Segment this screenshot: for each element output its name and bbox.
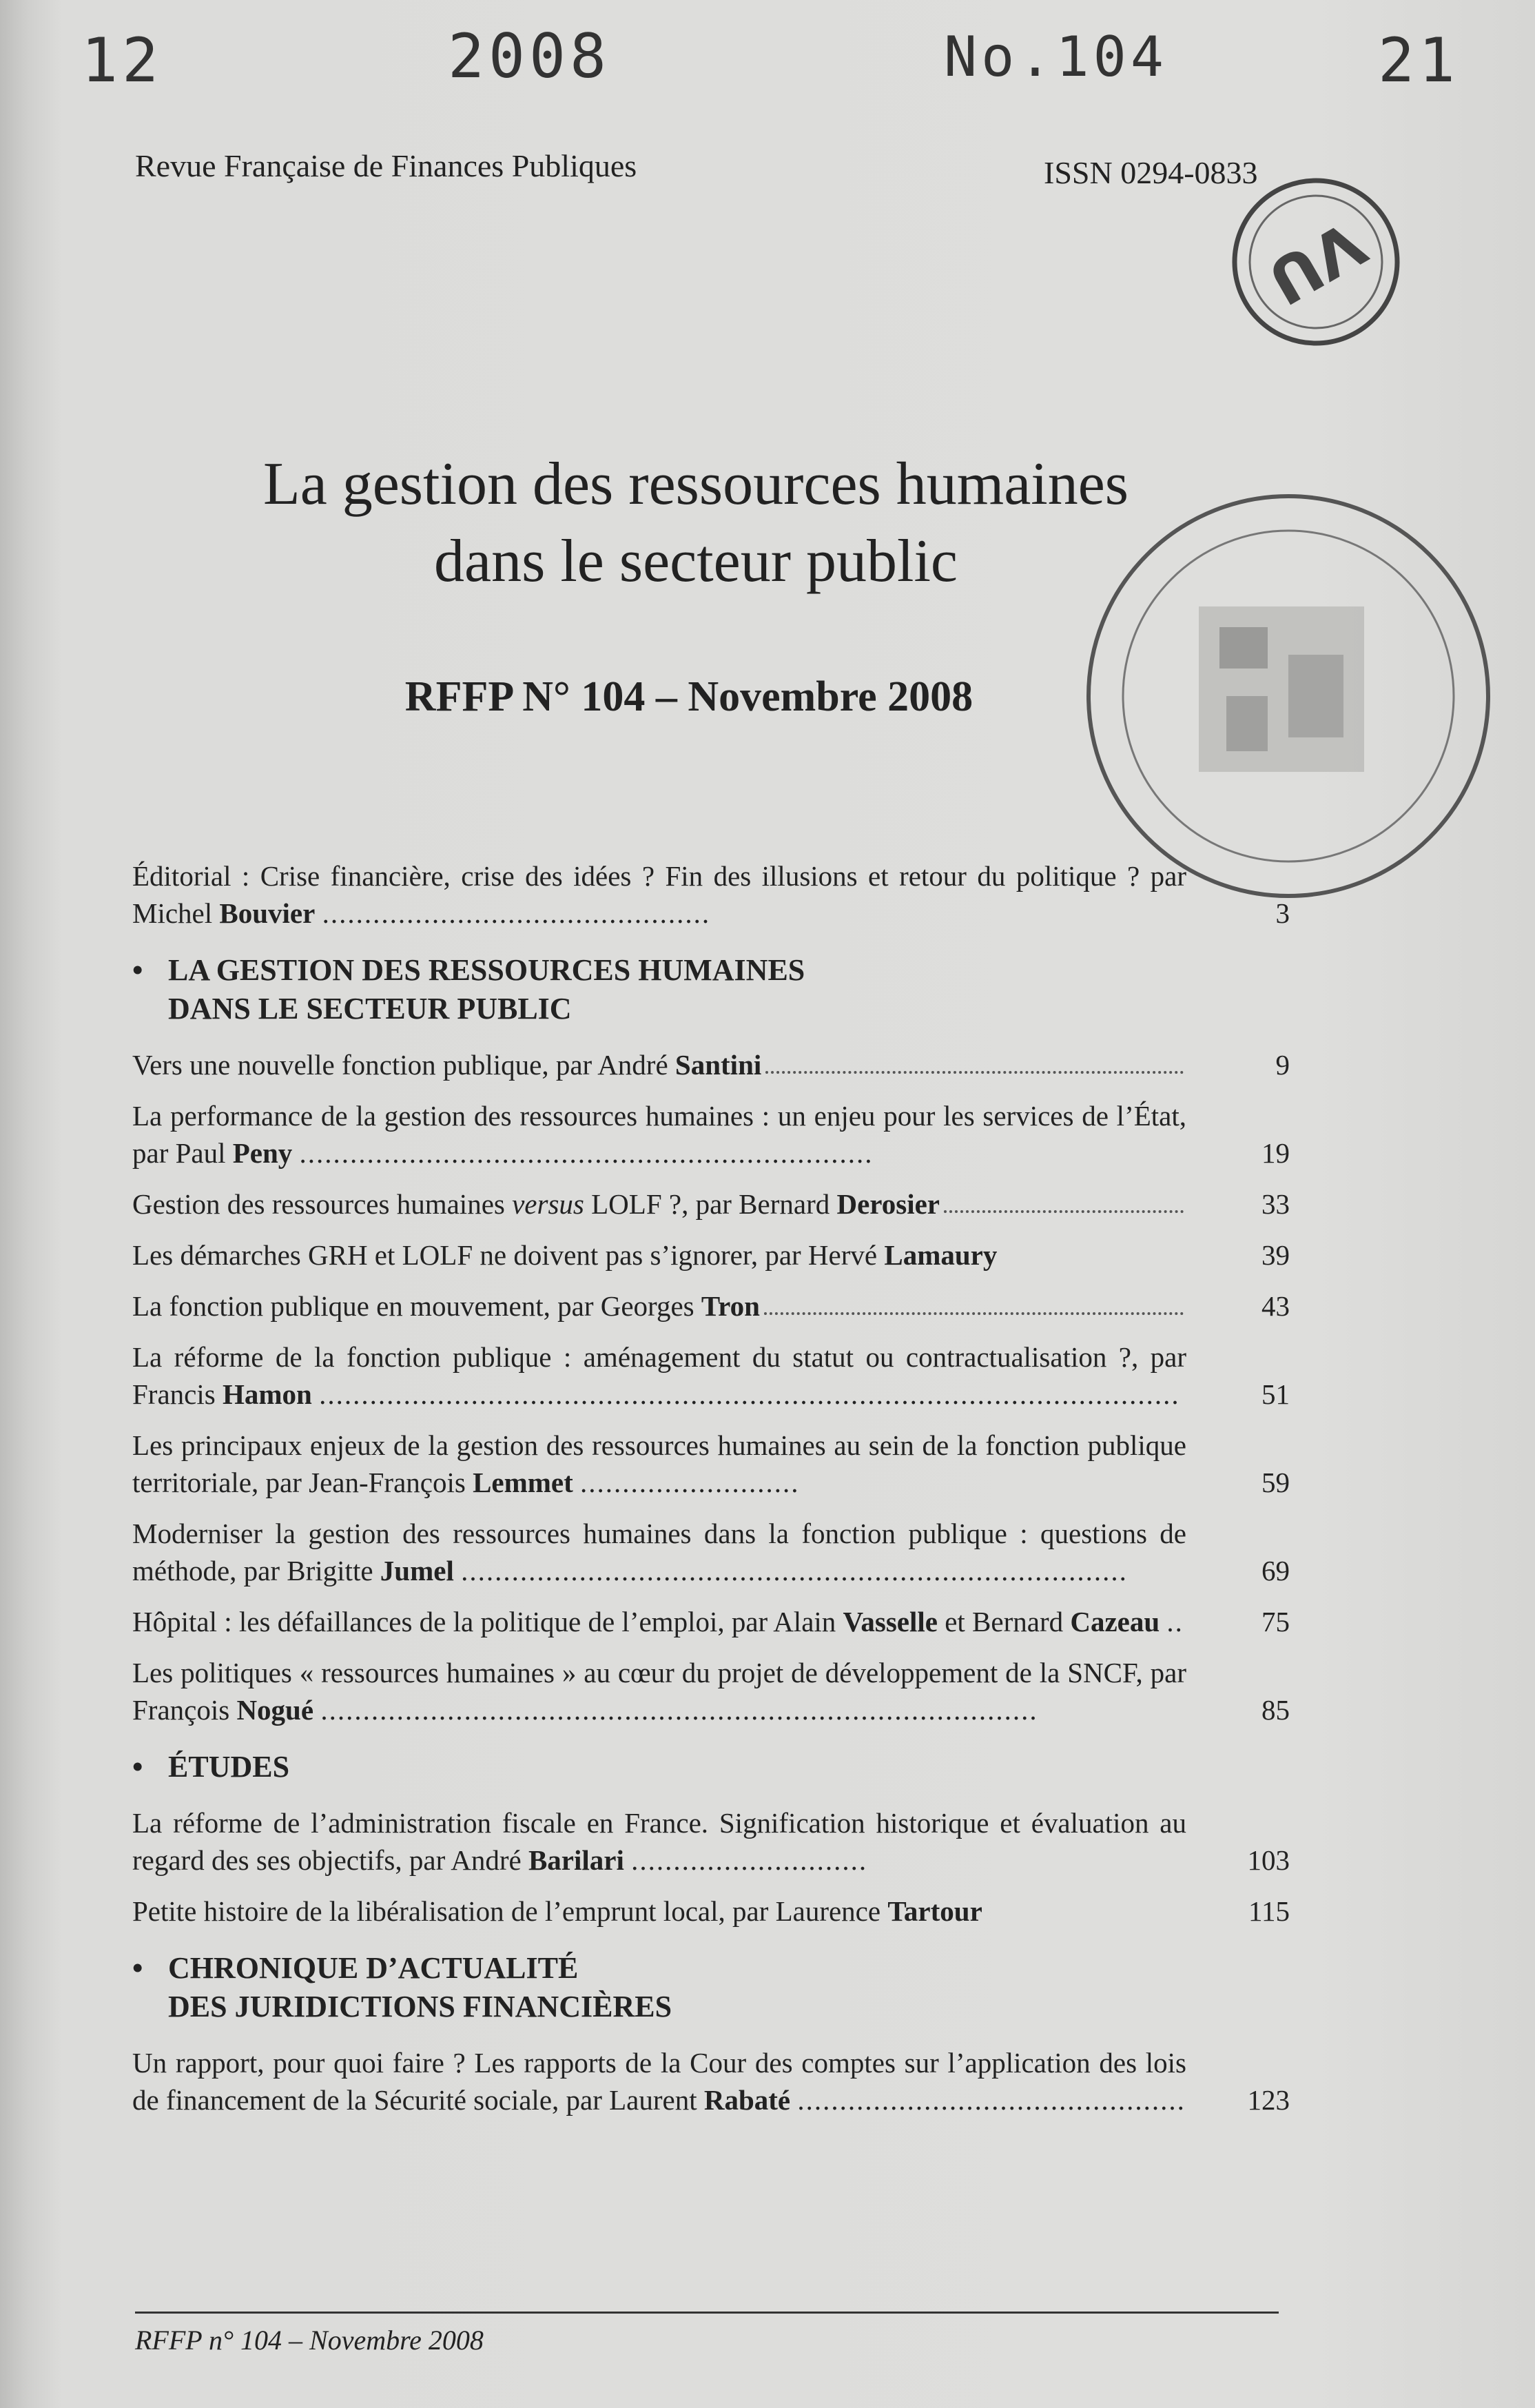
page-number: 3 [1275, 897, 1290, 929]
toc-entry: La réforme de l’administration fiscale en France. Signification historique et évaluation au regard des ses objectifs, par André Barilari ............................ 103 [132, 1804, 1290, 1879]
toc-entry-derosier: Gestion des ressources humaines versus LOLF ?, par Bernard Derosier 33 [132, 1185, 1290, 1223]
vu-stamp-text: VU [1255, 206, 1377, 318]
handwritten-issue-number: No.104 [944, 25, 1168, 89]
toc-entry: Un rapport, pour quoi faire ? Les rapports de la Cour des comptes sur l’application des lois de financement de la Sécurité sociale, par Laurent Rabaté .............................................. 123 [132, 2044, 1290, 2119]
vu-stamp [1226, 172, 1405, 351]
toc-entry: La réforme de la fonction publique : aménagement du statut ou contractualisation ?, par Francis Hamon ...................................................................................................... 51 [132, 1338, 1290, 1413]
page-number: 9 [1275, 1049, 1290, 1081]
page-number: 39 [1261, 1239, 1290, 1271]
handwritten-year: 2008 [448, 21, 610, 92]
page-number: 85 [1261, 1694, 1290, 1726]
table-of-contents [132, 857, 1290, 2132]
page-number: 59 [1261, 1467, 1290, 1498]
toc-entry: La performance de la gestion des ressources humaines : un enjeu pour les services de l’État, par Paul Peny .................................................................... 19 [132, 1097, 1290, 1172]
toc-entry: La fonction publique en mouvement, par Georges Tron 43 [132, 1287, 1290, 1325]
page-number: 123 [1247, 2084, 1290, 2116]
toc-entry: Les principaux enjeux de la gestion des ressources humaines au sein de la fonction publique territoriale, par Jean-François Lemmet .......................... 59 [132, 1427, 1290, 1501]
title-line-1: La gestion des ressources humaines [262, 451, 1129, 518]
title-line-2: dans le secteur public [434, 528, 958, 595]
page-number: 33 [1261, 1188, 1290, 1220]
issn: ISSN 0294-0833 [1044, 155, 1258, 190]
toc-entry: Les politiques « ressources humaines » au cœur du projet de développement de la SNCF, par François Nogué ..................................................................................... 85 [132, 1654, 1290, 1728]
toc-entry: Vers une nouvelle fonction publique, par André Santini 9 [132, 1046, 1290, 1083]
page-number: 115 [1248, 1895, 1290, 1927]
section-heading-chronique: • CHRONIQUE D’ACTUALITÉ DES JURIDICTIONS FINANCIÈRES [132, 1951, 672, 2023]
toc-entry: Les démarches GRH et LOLF ne doivent pas s’ignorer, par Hervé Lamaury 39 [132, 1236, 1290, 1274]
handwritten-number-right: 21 [1378, 25, 1459, 96]
footer-rule [135, 2312, 1279, 2314]
footer-text: RFFP n° 104 – Novembre 2008 [135, 2325, 484, 2356]
toc-entry: Moderniser la gestion des ressources humaines dans la fonction publique : questions de méthode, par Brigitte Jumel ............................................................................... 69 [132, 1515, 1290, 1589]
issue-heading: RFFP N° 104 – Novembre 2008 [404, 673, 973, 720]
page-number: 103 [1247, 1844, 1290, 1876]
toc-entry-editorial: Éditorial : Crise financière, crise des idées ? Fin des illusions et retour du politique ? par Michel Bouvier .............................................. 3 [132, 857, 1290, 932]
toc-entry-hopital: Hôpital : les défaillances de la politique de l’emploi, par Alain Vasselle et Bernard Cazeau .. 75 [132, 1603, 1290, 1640]
page-number: 69 [1261, 1555, 1290, 1586]
page-number: 19 [1261, 1137, 1290, 1169]
handwritten-number-left: 12 [81, 25, 163, 96]
page-number: 43 [1261, 1290, 1290, 1322]
journal-name: Revue Française de Finances Publiques [135, 148, 637, 183]
section-heading-rh: • LA GESTION DES RESSOURCES HUMAINES DANS LE SECTEUR PUBLIC [132, 953, 805, 1026]
section-heading-etudes: • ÉTUDES [132, 1750, 290, 1784]
toc-entry: Petite histoire de la libéralisation de l’emprunt local, par Laurence Tartour 115 [132, 1892, 1290, 1930]
page-number: 51 [1261, 1378, 1290, 1410]
page-number: 75 [1261, 1606, 1290, 1637]
